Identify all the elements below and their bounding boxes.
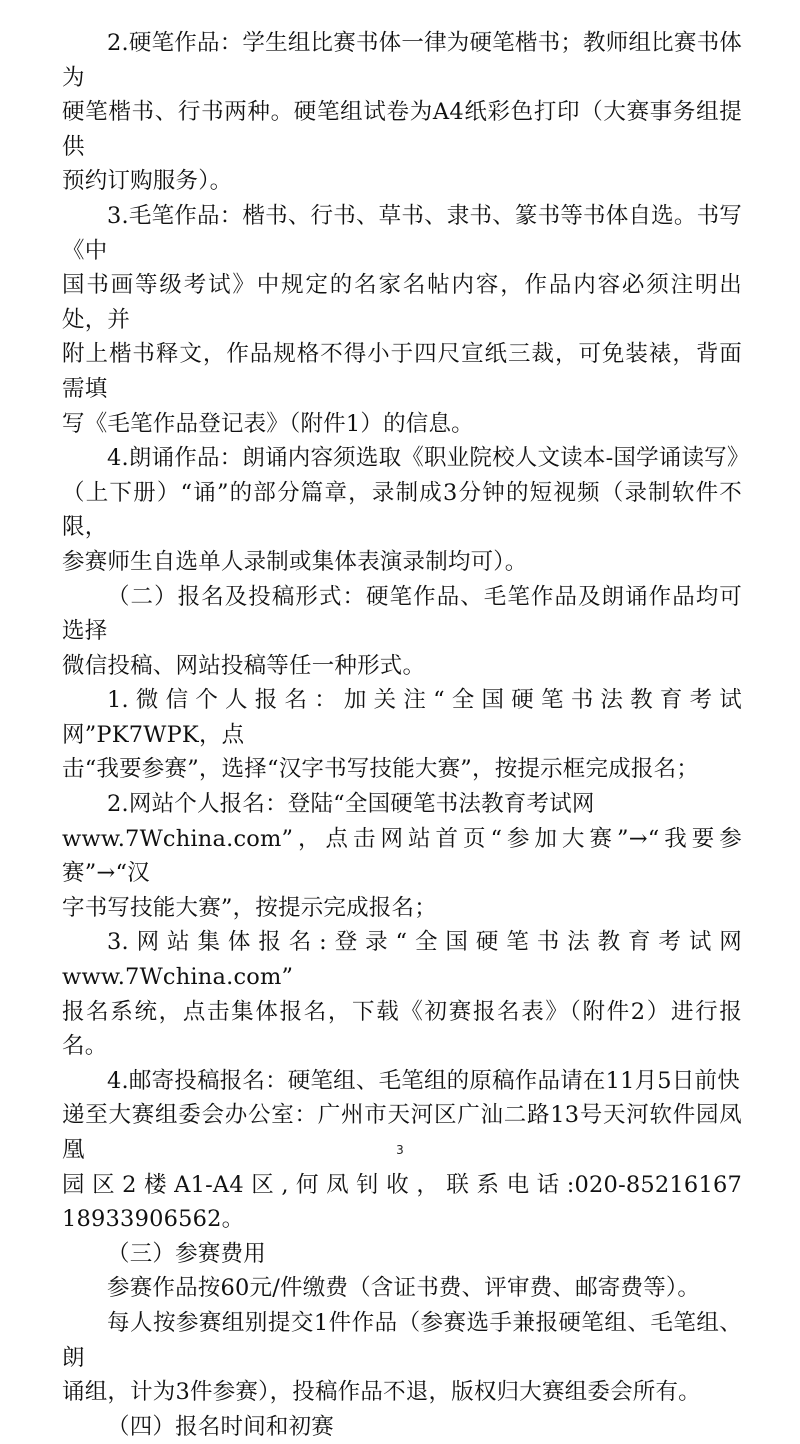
text-line: 4.朗诵作品：朗诵内容须选取《职业院校人文读本-国学诵读写》 [107,445,750,472]
section-heading-registration-submission [62,580,742,684]
text-line: 诵组，计为3件参赛），投稿作品不退，版权归大赛组委会所有。 [62,1379,701,1406]
paragraph-brush-works [62,199,742,441]
text-line: 硬笔楷书、行书两种。硬笔组试卷为A4纸彩色打印（大赛事务组提供 [62,99,742,160]
text-line: 写《毛笔作品登记表》（附件1）的信息。 [62,410,474,437]
paragraph-recitation-works [62,441,750,579]
text-line: （四）报名时间和初赛 [107,1413,335,1440]
text-line: 微信投稿、网站投稿等任一种形式。 [62,652,426,679]
page-number: 3 [396,1143,404,1157]
text-line: （三）参赛费用 [107,1240,266,1267]
text-line: 每人按参赛组别提交1件作品（参赛选手兼报硬笔组、毛笔组、朗 [62,1309,742,1371]
paragraph-submission-count [62,1306,742,1410]
text-line: （上下册）“诵”的部分篇章，录制成3分钟的短视频（录制软件不限， [62,479,742,541]
text-line: 预约订购服务）。 [62,168,233,195]
text-line: 递至大赛组委会办公室：广州市天河区广汕二路13号天河软件园凤凰 [62,1102,742,1163]
text-line: 2.硬笔作品：学生组比赛书体一律为硬笔楷书；教师组比赛书体为 [62,30,742,91]
document-page [62,26,765,1444]
paragraph-website-group-registration [62,925,742,1063]
text-line: 国书画等级考试》中规定的名家名帖内容，作品内容必须注明出处，并 [62,272,742,333]
paragraph-wechat-registration [62,683,742,787]
text-line: 2.网站个人报名：登陆“全国硬笔书法教育考试网 [107,791,595,818]
text-line: 字书写技能大赛”，按提示完成报名； [62,894,437,921]
paragraph-website-individual-registration [62,787,742,925]
text-line: 园区2楼A1-A4区,何凤钊收，联系电话:020-85216167 18933906562。 [62,1171,765,1233]
text-line: 击“我要参赛”，选择“汉字书写技能大赛”，按提示框完成报名； [62,756,700,783]
text-line: 1.微信个人报名：加关注“全国硬笔书法教育考试网”PK7WPK，点 [62,687,742,748]
text-line: 报名系统，点击集体报名，下载《初赛报名表》（附件2）进行报名。 [62,998,742,1060]
text-line: 参赛作品按60元/件缴费（含证书费、评审费、邮寄费等）。 [107,1275,701,1302]
text-line: 4.邮寄投稿报名：硬笔组、毛笔组的原稿作品请在11月5日前快 [107,1067,740,1094]
paragraph-hard-pen-works [62,26,742,199]
text-line: （二）报名及投稿形式：硬笔作品、毛笔作品及朗诵作品均可选择 [62,583,742,645]
section-heading-fees [62,1237,742,1272]
text-line: www.7Wchina.com”，点击网站首页“参加大赛”→“我要参赛”→“汉 [62,825,742,887]
section-heading-schedule [62,1410,742,1444]
paragraph-fee-amount [62,1271,742,1306]
text-line: 参赛师生自选单人录制或集体表演录制均可）。 [62,548,528,575]
text-line: 附上楷书释文，作品规格不得小于四尺宣纸三裁，可免装裱，背面需填 [62,341,742,402]
text-line: 3.毛笔作品：楷书、行书、草书、隶书、篆书等书体自选。书写《中 [62,202,742,264]
text-line: 3.网站集体报名:登录“全国硬笔书法教育考试网www.7Wchina.com” [62,929,742,991]
